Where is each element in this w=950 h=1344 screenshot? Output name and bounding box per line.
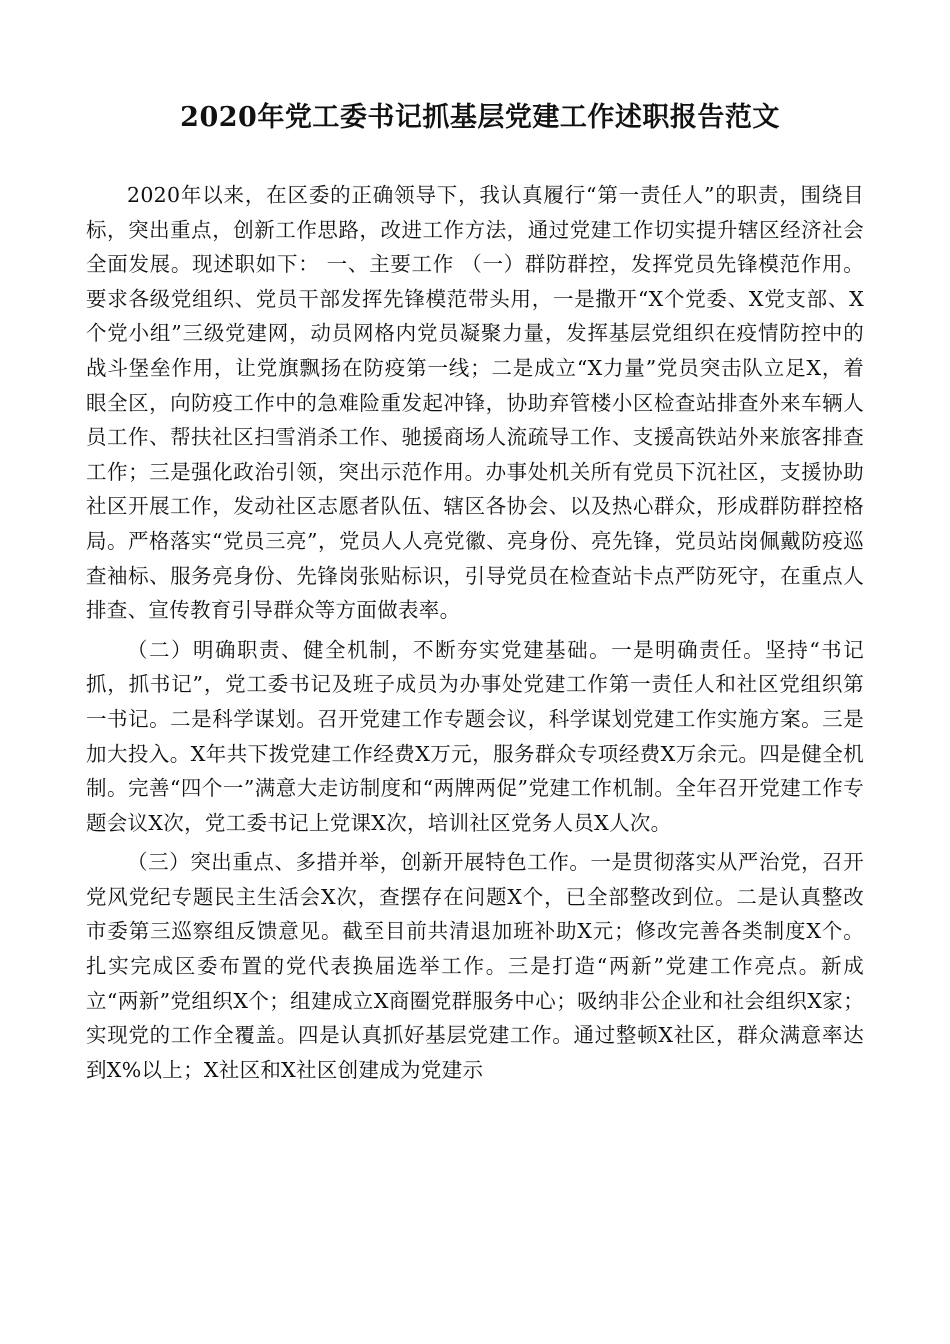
document-title: 2020年党工委书记抓基层党建工作述职报告范文 bbox=[180, 102, 780, 133]
body-paragraph-1: 2020年以来，在区委的正确领导下，我认真履行“第一责任人”的职责，围绕目标，突出重点，创新工作思路，改进工作方法，通过党建工作切实提升辖区经济社会全面发展。现述职如下： 一、主要工作 （一）群防群控，发挥党员先锋模范作用。要求各级党组织、党员干部发挥先锋模范带头用，一是撒开“X个党委、X党支部、X个党小组”三级党建网，动员网格内党员凝聚力量，发挥基层党组织在疫情防控中的战斗堡垒作用，让党旗飘扬在防疫第一线；二是成立“X力量”党员突击队立足X，着眼全区，向防疫工作中的急难险重发起冲锋，协助弃管楼小区检查站排查外来车辆人员工作、帮扶社区扫雪消杀工作、驰援商场人流疏导工作、支援高铁站外来旅客排查工作；三是强化政治引领，突出示范作用。办事处机关所有党员下沉社区，支援协助社区开展工作，发动社区志愿者队伍、辖区各协会、以及热心群众，形成群防群控格局。严格落实“党员三亮”，党员人人亮党徽、亮身份、亮先锋，党员站岗佩戴防疫巡查袖标、服务亮身份、先锋岗张贴标识，引导党员在检查站卡点严防死守，在重点人排查、宣传教育引导群众等方面做表率。 bbox=[86, 183, 864, 623]
body-paragraph-3: （三）突出重点、多措并举，创新开展特色工作。一是贯彻落实从严治党，召开党风党纪专题民主生活会X次，查摆存在问题X个，已全部整改到位。二是认真整改市委第三巡察组反馈意见。截至目前共清退加班补助X元；修改完善各类制度X个。扎实完成区委布置的党代表换届选举工作。三是打造“两新”党建工作亮点。新成立“两新”党组织X个；组建成立X商圈党群服务中心；吸纳非公企业和社会组织X家；实现党的工作全覆盖。四是认真抓好基层党建工作。通过整顿X社区，群众满意率达到X%以上；X社区和X社区创建成为党建示 bbox=[86, 850, 864, 1082]
body-paragraph-2: （二）明确职责、健全机制，不断夯实党建基础。一是明确责任。坚持“书记抓，抓书记”，党工委书记及班子成员为办事处党建工作第一责任人和社区党组织第一书记。二是科学谋划。召开党建工作专题会议，科学谋划党建工作实施方案。三是加大投入。X年共下拨党建工作经费X万元，服务群众专项经费X万余元。四是健全机制。完善“四个一”满意大走访制度和“两牌两促”党建工作机制。全年召开党建工作专题会议X次，党工委书记上党课X次，培训社区党务人员X人次。 bbox=[86, 637, 864, 835]
